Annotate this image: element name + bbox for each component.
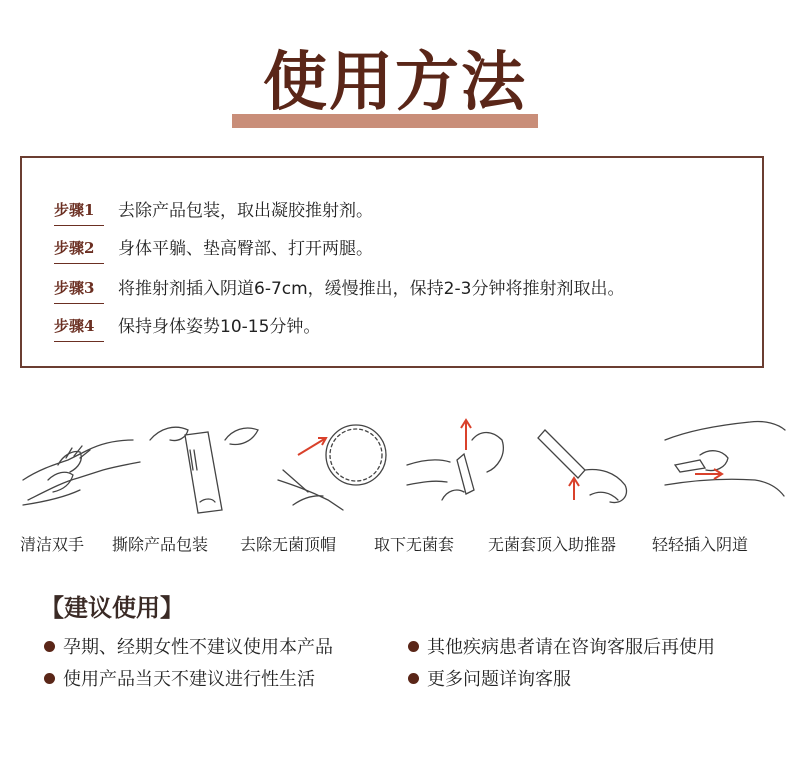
bullet-dot-icon [44, 641, 55, 652]
step-label: 步骤1 [54, 200, 106, 224]
remove-sleeve-illustration [402, 410, 532, 515]
bullet-dot-icon [408, 641, 419, 652]
caption-remove-sleeve: 取下无菌套 [374, 535, 455, 554]
step-row [54, 200, 373, 230]
caption-attach-applicator: 无菌套顶入助推器 [488, 535, 617, 554]
step-text: 身体平躺、垫高臀部、打开两腿。 [118, 239, 373, 259]
caption-insert: 轻轻插入阴道 [652, 535, 749, 554]
step-label: 步骤4 [54, 316, 106, 340]
tear-package-illustration [140, 410, 270, 515]
suggestion-item [408, 633, 715, 659]
step-label: 步骤3 [54, 278, 106, 302]
remove-cap-illustration [268, 410, 398, 515]
bullet-dot-icon [44, 673, 55, 684]
caption-wash-hands: 清洁双手 [20, 535, 85, 554]
suggestion-item [44, 633, 333, 659]
caption-tear-package: 撕除产品包装 [112, 535, 209, 554]
step-row [54, 238, 373, 268]
step-row [54, 278, 624, 308]
bullet-dot-icon [408, 673, 419, 684]
suggestion-text: 使用产品当天不建议进行性生活 [63, 669, 315, 690]
step-text: 去除产品包装，取出凝胶推射剂。 [118, 201, 373, 221]
suggestion-text: 孕期、经期女性不建议使用本产品 [63, 637, 333, 658]
wash-hands-illustration [18, 410, 148, 515]
suggestion-item [44, 665, 315, 691]
page-title: 使用方法 [263, 45, 527, 120]
suggestion-item [408, 665, 571, 691]
step-label: 步骤2 [54, 238, 106, 262]
step-text: 保持身体姿势10-15分钟。 [118, 317, 321, 337]
suggestion-text: 其他疾病患者请在咨询客服后再使用 [427, 637, 715, 658]
title-area [0, 38, 790, 138]
attach-applicator-illustration [530, 410, 660, 515]
steps-box [20, 156, 764, 368]
caption-remove-cap: 去除无菌顶帽 [240, 535, 337, 554]
step-text: 将推射剂插入阴道6-7cm，缓慢推出，保持2-3分钟将推射剂取出。 [118, 279, 625, 299]
suggestions-title: 【建议使用】 [40, 594, 184, 622]
step-row [54, 316, 320, 346]
suggestion-text: 更多问题详询客服 [427, 669, 571, 690]
insert-illustration [660, 410, 790, 515]
